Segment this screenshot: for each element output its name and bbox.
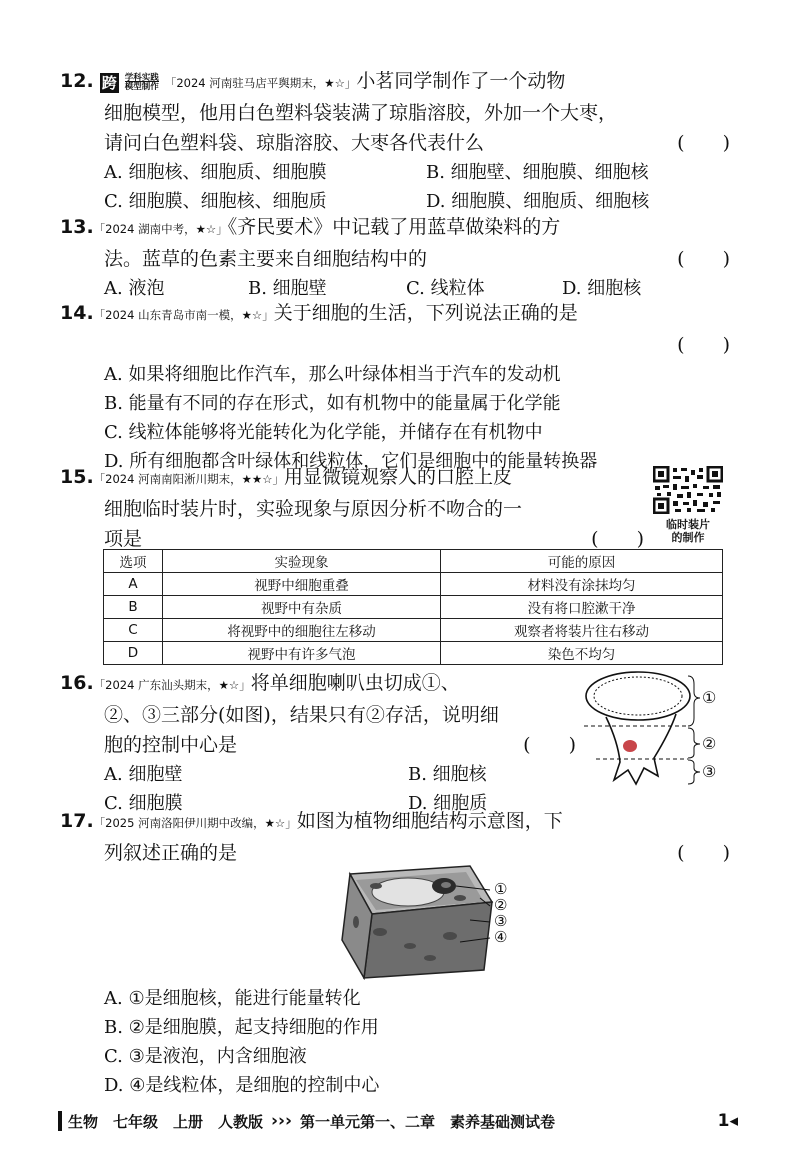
qr-code[interactable] <box>653 466 723 544</box>
badge <box>100 67 159 97</box>
table-cell: 将视野中的细胞往左移动 <box>163 619 441 642</box>
figure-label: ④ <box>494 928 508 946</box>
option-b[interactable]: B. ②是细胞膜，起支持细胞的作用 <box>104 1017 379 1038</box>
qr-caption: 的制作 <box>671 531 705 544</box>
question-text: 将单细胞喇叭虫切成①、 <box>250 672 460 694</box>
table-cell: 视野中有许多气泡 <box>163 642 441 665</box>
table-header: 实验现象 <box>163 550 441 573</box>
question-text: 如图为植物细胞结构示意图，下 <box>296 810 563 832</box>
answer-paren[interactable]: ( ) <box>677 334 730 356</box>
table-cell: 视野中细胞重叠 <box>163 573 441 596</box>
table-row <box>104 596 723 619</box>
figure-label: ① <box>494 880 508 898</box>
option-d[interactable]: D. 细胞质 <box>408 793 488 814</box>
question-12 <box>60 66 730 216</box>
option-a[interactable]: A. 细胞壁 <box>104 764 183 785</box>
question-number: 17. <box>60 810 94 832</box>
question-number: 13. <box>60 216 94 238</box>
option-d[interactable]: D. ④是线粒体，是细胞的控制中心 <box>104 1075 380 1096</box>
table-row <box>104 573 723 596</box>
footer-arrows-icon: ››› <box>271 1111 293 1131</box>
question-text: 列叙述正确的是 <box>104 842 238 864</box>
option-c[interactable]: C. 细胞膜 <box>104 793 183 814</box>
answer-paren[interactable]: ( ) <box>677 842 730 864</box>
table-cell: 观察者将装片往右移动 <box>441 619 723 642</box>
question-text: 胞的控制中心是 <box>104 734 238 756</box>
option-a[interactable]: A. 如果将细胞比作汽车，那么叶绿体相当于汽车的发动机 <box>104 364 561 385</box>
table-cell: B <box>104 596 163 619</box>
table-cell: 材料没有涂抹均匀 <box>441 573 723 596</box>
question-17-options <box>60 984 730 1100</box>
figure-label: ② <box>702 734 717 753</box>
table-header-row <box>104 550 723 573</box>
option-b[interactable]: B. 细胞壁 <box>248 278 327 299</box>
option-a[interactable]: A. 细胞核、细胞质、细胞膜 <box>104 162 327 183</box>
question-source: 「2024 广东汕头期末，★☆」 <box>93 678 251 692</box>
question-17 <box>60 806 730 868</box>
qr-code-icon <box>653 466 723 514</box>
table-cell: C <box>104 619 163 642</box>
badge-icon: 跨 <box>101 74 117 92</box>
figure-label: ③ <box>494 912 508 930</box>
question-number: 16. <box>60 672 94 694</box>
experiment-table <box>103 549 723 665</box>
answer-paren[interactable]: ( ) <box>677 248 730 270</box>
option-c[interactable]: C. 线粒体 <box>406 278 485 299</box>
badge-text-2: 模型制作 <box>124 82 159 92</box>
question-number: 14. <box>60 302 94 324</box>
option-c[interactable]: C. 细胞膜、细胞核、细胞质 <box>104 191 327 212</box>
table-cell: D <box>104 642 163 665</box>
question-text: 法。蓝草的色素主要来自细胞结构中的 <box>104 248 428 270</box>
question-13 <box>60 212 730 303</box>
option-b[interactable]: B. 细胞壁、细胞膜、细胞核 <box>426 162 649 183</box>
question-source: 「2025 河南洛阳伊川期中改编，★☆」 <box>93 816 297 830</box>
table-header: 可能的原因 <box>441 550 723 573</box>
option-a[interactable]: A. ①是细胞核，能进行能量转化 <box>104 988 361 1009</box>
question-text: 关于细胞的生活，下列说法正确的是 <box>273 302 578 324</box>
footer-unit-title: 第一单元第一、二章 素养基础测试卷 <box>300 1112 556 1131</box>
table-cell: 视野中有杂质 <box>163 596 441 619</box>
table-header: 选项 <box>104 550 163 573</box>
option-d[interactable]: D. 细胞核 <box>562 278 642 299</box>
footer-book-info: 生物 七年级 上册 人教版 <box>68 1112 264 1131</box>
badge-text-1: 学科实践 <box>124 73 159 83</box>
question-text: 细胞临时装片时，实验现象与原因分析不吻合的一 <box>104 498 523 520</box>
question-source: 「2024 湖南中考，★☆」 <box>93 222 228 236</box>
question-source: 「2024 河南驻马店平舆期末，★☆」 <box>164 76 357 90</box>
plant-cell-figure <box>320 862 530 980</box>
footer-bar <box>58 1111 62 1131</box>
figure-label: ③ <box>702 762 717 781</box>
question-source: 「2024 河南南阳淅川期末，★★☆」 <box>93 472 285 486</box>
option-a[interactable]: A. 液泡 <box>104 278 165 299</box>
option-d[interactable]: D. 细胞膜、细胞质、细胞核 <box>426 191 650 212</box>
page-number: 1◂ <box>717 1111 738 1131</box>
answer-paren[interactable]: ( ) <box>677 132 730 154</box>
question-text: 项是 <box>104 528 143 550</box>
answer-paren[interactable]: ( ) <box>591 528 644 550</box>
question-source: 「2024 山东青岛市南一模，★☆」 <box>93 308 274 322</box>
figure-label: ② <box>494 896 508 914</box>
question-number: 15. <box>60 466 94 488</box>
option-c[interactable]: C. 线粒体能够将光能转化为化学能，并储存在有机物中 <box>104 422 543 443</box>
table-cell: 染色不均匀 <box>441 642 723 665</box>
table-row <box>104 619 723 642</box>
option-c[interactable]: C. ③是液泡，内含细胞液 <box>104 1046 307 1067</box>
figure-label: ① <box>702 688 717 707</box>
trumpet-worm-figure <box>570 662 730 792</box>
question-text: 小茗同学制作了一个动物 <box>356 70 566 92</box>
option-b[interactable]: B. 能量有不同的存在形式，如有机物中的能量属于化学能 <box>104 393 561 414</box>
option-d[interactable]: D. 所有细胞都含叶绿体和线粒体，它们是细胞中的能量转换器 <box>104 451 598 472</box>
question-text: 《齐民要术》中记载了用蓝草做染料的方 <box>227 216 561 238</box>
question-15 <box>60 462 730 554</box>
question-text: 细胞模型，他用白色塑料袋装满了琼脂溶胶，外加一个大枣， <box>104 102 618 124</box>
question-number: 12. <box>60 70 94 92</box>
question-text: ②、③三部分(如图)，结果只有②存活，说明细 <box>104 704 499 726</box>
table-cell: A <box>104 573 163 596</box>
question-text: 用显微镜观察人的口腔上皮 <box>284 466 513 488</box>
page-footer <box>58 1108 738 1134</box>
option-b[interactable]: B. 细胞核 <box>408 764 487 785</box>
table-cell: 没有将口腔漱干净 <box>441 596 723 619</box>
answer-paren[interactable]: ( ) <box>523 734 576 756</box>
question-14 <box>60 298 730 476</box>
qr-caption: 临时装片 <box>666 518 710 531</box>
question-text: 请问白色塑料袋、琼脂溶胶、大枣各代表什么 <box>104 132 485 154</box>
